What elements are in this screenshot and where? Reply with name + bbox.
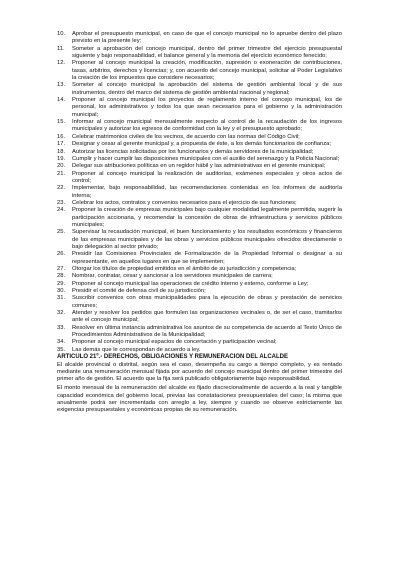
list-item-text: Aprobar el presupuesto municipal, en caso de que el concejo municipal no lo apruebe dentro del plazo previsto en la presente ley; [72,31,342,45]
list-item-number: 13. [57,82,66,89]
list-item [57,163,342,170]
article-heading: ARTICULO 21º.- DERECHOS, OBLIGACIONES Y REMUNERACION DEL ALCALDE [57,354,288,361]
list-item-number: 12. [57,60,66,67]
list-item-number: 30. [57,288,66,295]
list-item-number: 28. [57,273,66,280]
list-item-number: 20. [57,163,66,170]
list-item-text: Las demás que le correspondan de acuerdo a ley. [72,346,201,353]
list-item-number: 22. [57,185,66,192]
list-item [57,229,342,251]
list-item [57,288,342,295]
list-item [57,273,342,280]
list-item-text: Presidir el comité de defensa civil de su jurisdicción; [72,288,206,295]
list-item [57,207,342,229]
list-item-number: 24. [57,207,66,214]
list-item-number: 17. [57,141,66,148]
list-item-text: Cumplir y hacer cumplir las disposiciones municipales con el auxilio del serenazgo y la Policía Nacional; [72,155,340,162]
list-item [57,200,342,207]
list-item [57,339,342,346]
list-item-number: 31. [57,295,66,302]
list-item-number: 33. [57,324,66,331]
list-item [57,281,342,288]
article-paragraph-2: El monto mensual de la remuneración del alcalde es fijado discrecionalmente de acuerdo a la real y tangible capacidad económica del gobierno local, previas las constataciones presupuestales del caso; la misma que anualmente podrá ser incrementada con arreglo a ley, siempre y cuando se observe estrictamente las exigencias presupuestales y económicas propias de su remuneración. [57,385,342,414]
list-item [57,156,342,163]
list-item-number: 32. [57,310,66,317]
list-item-number: 18. [57,148,66,155]
list-item-text: Otorgar los títulos de propiedad emitidos en el ámbito de su jurisdicción y competencia; [72,266,297,272]
list-item [57,141,342,148]
list-item-number: 19. [57,155,66,162]
list-item-number: 21. [57,170,66,177]
list-item-text: Informar al concejo municipal mensualmente respecto al control de la recaudación de los ingresos municipales y autorizar los egresos de conformidad con la ley y el presupuesto aprobado; [72,119,342,133]
list-item [57,60,342,82]
list-item [57,134,342,141]
list-item [57,295,342,310]
list-item-number: 15. [57,119,66,126]
list-item-text: Someter al concejo municipal la aprobación del sistema de gestión ambiental local y de sus instrumentos, dentro del marco del sistema de gestión ambiental nacional y regional; [72,82,342,96]
list-item-text: Designar y cesar al gerente municipal y, a propuesta de éste, a los demás funcionarios de confianza; [72,141,331,148]
list-item-number: 25. [57,229,66,236]
list-item [57,82,342,97]
list-item [57,251,342,266]
list-item [57,97,342,119]
list-item-number: 34. [57,339,66,346]
list-item [57,310,342,325]
list-item-number: 10. [57,31,66,37]
list-item-text: Suscribir convenios con otras municipalidades para la ejecución de obras y prestación de servicios comunes; [72,295,342,309]
list-item-number: 27. [57,266,66,272]
list-item-text: Celebrar los actos, contratos y convenios necesarios para el ejercicio de sus funciones; [72,199,297,206]
list-item-number: 11. [57,45,65,52]
list-item-text: Presidir las Comisiones Provinciales de Formalización de la Propiedad Informal o designar a su representante, en aquellos lugares en que se implementen; [72,251,342,265]
list-item-number: 29. [57,280,66,287]
list-item-text: Supervisar la recaudación municipal, el buen funcionamiento y los resultados económicos y financieros de las empresas municipales y de las obras y servicios públicos municipales ofrecidos directamente o bajo delegación al sector privado; [72,229,342,250]
list-item-text: Proponer al concejo municipal las operaciones de crédito interno y externo, conforme a Ley; [72,280,309,287]
list-item-text: Implementar, bajo responsabilidad, las recomendaciones contenidas en los informes de auditoría interna; [72,185,342,199]
list-item [57,171,342,186]
list-item-number: 16. [57,133,66,140]
list-item-text: Proponer al concejo municipal espacios de concertación y participación vecinal; [72,339,277,346]
list-item-number: 26. [57,251,66,258]
list-item-text: Delegar sus atribuciones políticas en un regidor hábil y las administrativas en el gerente municipal; [72,163,326,170]
list-item [57,325,342,340]
list-item [57,185,342,200]
list-item-text: Proponer la creación de empresas municipales bajo cualquier modalidad legalmente permitida, sugerir la participación accionaria, y recomendar la concesión de obras de infraestructura y servicios públicos municipales; [72,207,342,228]
list-item [57,119,342,134]
attributions-list [57,31,342,354]
list-item [57,31,342,46]
list-item-text: Atender y resolver los pedidos que formulen las organizaciones vecinales o, de ser el caso, tramitarlos ante el concejo municipal; [72,310,342,324]
list-item-text: Someter a aprobación del concejo municipal, dentro del primer trimestre del ejercicio presupuestal siguiente y bajo responsabilidad, el balance general y la memoria del ejercicio económico fenecido; [72,45,342,60]
list-item-number: 14. [57,97,66,104]
list-item-text: Proponer al concejo municipal los proyectos de reglamento interno del concejo municipal, los de personal, los administrativos y todos los que sean necesarios para el gobierno y la administración municipal; [72,97,342,118]
list-item [57,266,342,273]
list-item [57,149,342,156]
list-item-text: Proponer al concejo municipal la creación, modificación, supresión o exoneración de contribuciones, tasas, arbitrios, derechos y licencias; y, con acuerdo del concejo municipal, solicitar al Poder Legislativo la creación de los impuestos que considere necesarios; [72,60,342,82]
list-item-text: Nombrar, contratar, cesar y sancionar a los servidores municipales de carrera; [72,273,273,280]
list-item-text: Resolver en última instancia administrativa los asuntos de su competencia de acuerdo al Texto Único de Procedimientos Administrativos de la Municipalidad; [72,324,342,339]
list-item-text: Autorizar las licencias solicitadas por los funcionarios y demás servidores de la municipalidad; [72,148,314,155]
list-item-number: 23. [57,199,66,206]
list-item-number: 35. [57,346,66,353]
list-item [57,347,342,354]
list-item [57,46,342,61]
article-paragraph-1: El alcalde provincial o distrital, según sea el caso, desempeña su cargo a tiempo completo, y es rentado mediante una remuneración mensual fijada por acuerdo del concejo municipal dentro del primer trimestre del primer año de gestión. El acuerdo que la fija será publicado obligatoriamente bajo responsabilidad. [57,361,342,383]
list-item-text: Proponer al concejo municipal la realización de auditorías, exámenes especiales y otros actos de control; [72,170,342,184]
list-item-text: Celebrar matrimonios civiles de los vecinos, de acuerdo con las normas del Código Civil; [72,133,300,140]
